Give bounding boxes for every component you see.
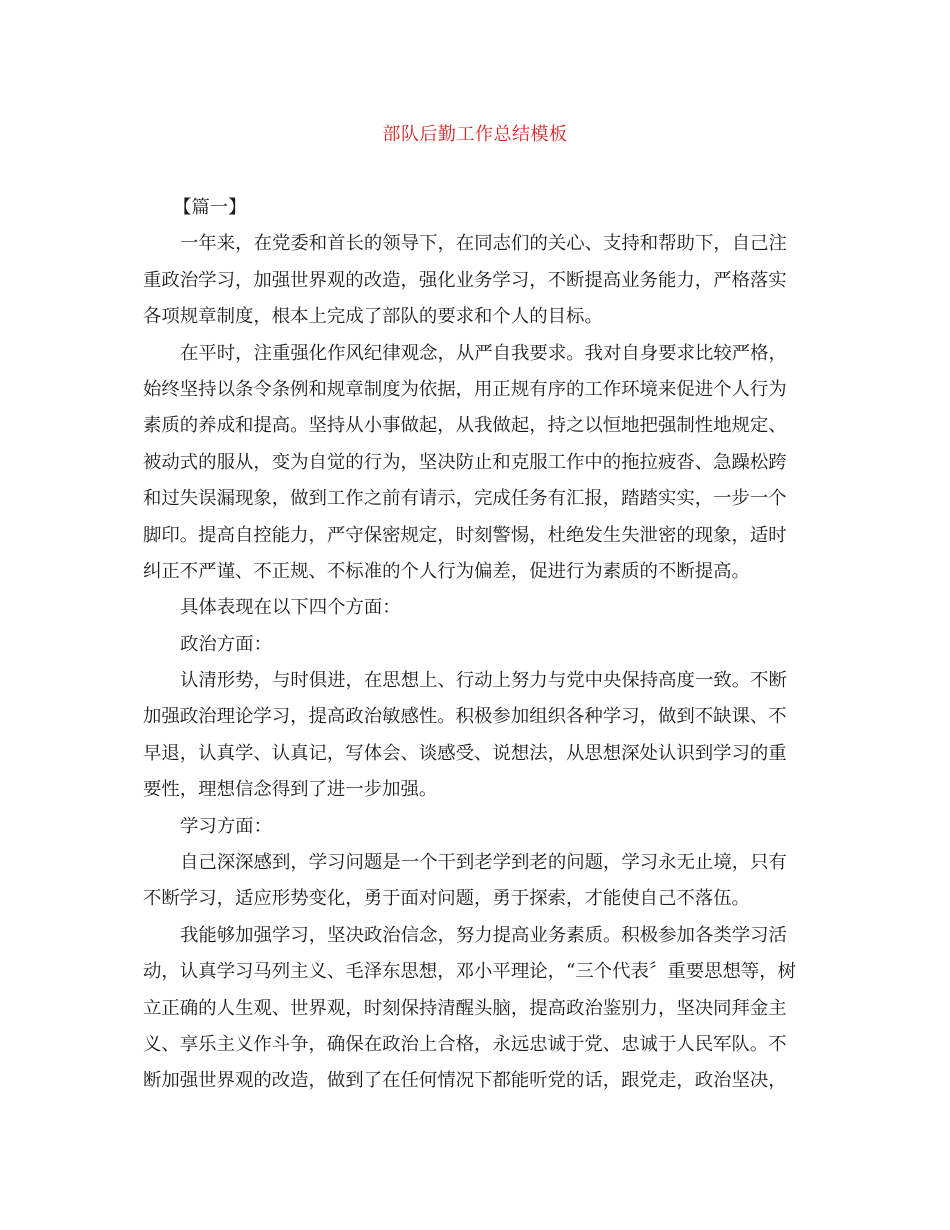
subsection-heading-politics: 政治方面： <box>180 633 272 655</box>
document-title: 部队后勤工作总结模板 <box>382 124 568 145</box>
paragraph-line: 始终坚持以条令条例和规章制度为依据，用正规有序的工作环境来促进个人行为 <box>143 378 787 400</box>
paragraph-line: 义、享乐主义作斗争，确保在政治上合格，永远忠诚于党、忠诚于人民军队。不 <box>143 1033 787 1055</box>
paragraph-line: 断加强世界观的改造，做到了在任何情况下都能听党的话，跟党走，政治坚决， <box>143 1070 787 1092</box>
paragraph-line: 脚印。提高自控能力，严守保密规定，时刻警惕，杜绝发生失泄密的现象，适时 <box>143 524 787 546</box>
paragraph-line: 纠正不严谨、不正规、不标准的个人行为偏差，促进行为素质的不断提高。 <box>143 560 750 582</box>
paragraph-line: 立正确的人生观、世界观，时刻保持清醒头脑，提高政治鉴别力，坚决同拜金主 <box>143 997 787 1019</box>
paragraph-line: 不断学习，适应形势变化，勇于面对问题，勇于探索，才能使自己不落伍。 <box>143 888 750 910</box>
paragraph-line: 我能够加强学习，坚决政治信念，努力提高业务素质。积极参加各类学习活 <box>180 924 787 946</box>
paragraph-line: 具体表现在以下四个方面： <box>180 597 401 619</box>
paragraph-line: 加强政治理论学习，提高政治敏感性。积极参加组织各种学习，做到不缺课、不 <box>143 706 787 728</box>
paragraph-line: 被动式的服从，变为自觉的行为，坚决防止和克服工作中的拖拉疲沓、急躁松跨 <box>143 451 787 473</box>
document-body <box>143 190 803 1100</box>
paragraph-line: 早退，认真学、认真记，写体会、谈感受、说想法，从思想深处认识到学习的重 <box>143 742 787 764</box>
paragraph-line: 自己深深感到，学习问题是一个干到老学到老的问题，学习永无止境，只有 <box>180 852 787 874</box>
paragraph-line: 动，认真学习马列主义、毛泽东思想，邓小平理论，“三个代表〞重要思想等，树 <box>143 961 797 983</box>
paragraph-line: 重政治学习，加强世界观的改造，强化业务学习，不断提高业务能力，严格落实 <box>143 269 787 291</box>
paragraph-line: 和过失误漏现象，做到工作之前有请示，完成任务有汇报，踏踏实实，一步一个 <box>143 488 787 510</box>
subsection-heading-study: 学习方面： <box>180 815 272 837</box>
paragraph-line: 素质的养成和提高。坚持从小事做起，从我做起，持之以恒地把强制性地规定、 <box>143 415 787 437</box>
paragraph-line: 各项规章制度，根本上完成了部队的要求和个人的目标。 <box>143 306 603 328</box>
paragraph-line: 要性，理想信念得到了进一步加强。 <box>143 779 438 801</box>
paragraph-line: 认清形势，与时俱进，在思想上、行动上努力与党中央保持高度一致。不断 <box>180 670 787 692</box>
paragraph-line: 在平时，注重强化作风纪律观念，从严自我要求。我对自身要求比较严格， <box>180 342 787 364</box>
paragraph-line: 一年来，在党委和首长的领导下，在同志们的关心、支持和帮助下，自己注 <box>180 233 787 255</box>
section-heading-part-one: 【篇一】 <box>173 197 247 218</box>
